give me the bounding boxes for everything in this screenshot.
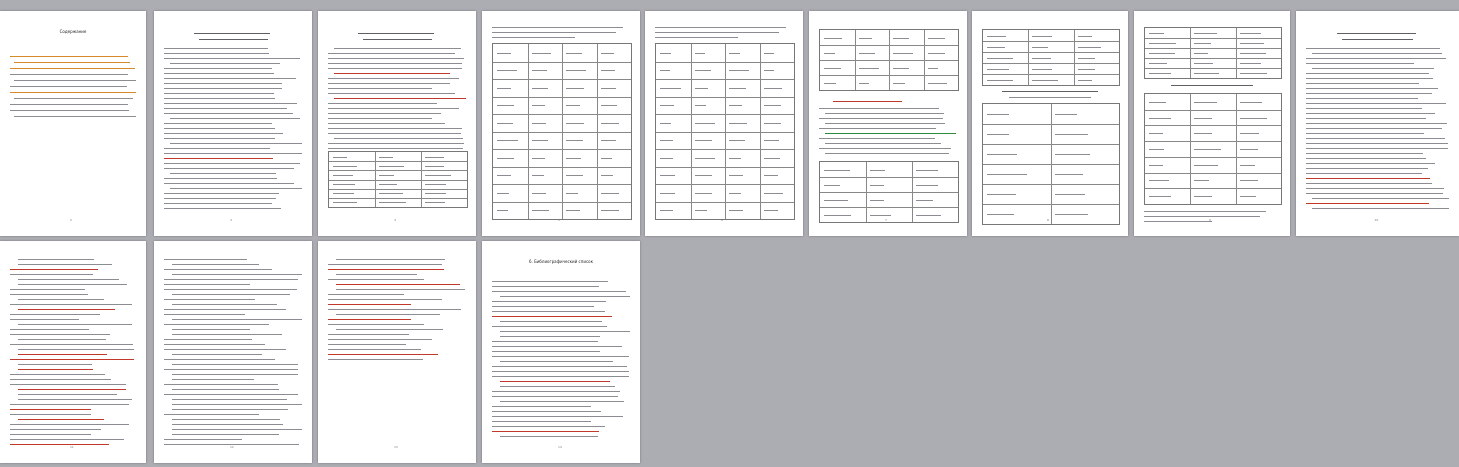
text-line (1171, 85, 1253, 86)
text-line (492, 356, 629, 357)
text-line (172, 294, 290, 295)
text-line (10, 414, 91, 415)
text-line (825, 123, 945, 124)
text-line (492, 326, 607, 327)
text-line (492, 391, 620, 392)
text-line (1306, 113, 1435, 114)
text-line (172, 354, 262, 355)
text-line (18, 259, 94, 260)
text-line (1306, 183, 1432, 184)
text-line (14, 116, 136, 117)
document-page[interactable] (154, 11, 312, 236)
text-line (328, 53, 455, 54)
document-page[interactable] (0, 241, 146, 463)
text-line (164, 198, 276, 199)
text-line (1306, 168, 1428, 169)
text-line (10, 439, 124, 440)
text-line (164, 153, 302, 154)
text-line (164, 123, 272, 124)
text-line (328, 93, 455, 94)
document-page[interactable] (154, 241, 312, 463)
toc-title: Содержание (59, 29, 87, 34)
text-line (164, 88, 282, 89)
page-number: 2 (70, 218, 72, 222)
page-number: 3 (230, 218, 232, 222)
text-line (500, 436, 598, 437)
text-line (334, 73, 450, 74)
text-line (18, 284, 127, 285)
text-line (1306, 193, 1443, 194)
text-line (1306, 83, 1419, 84)
text-line (1306, 123, 1447, 124)
text-line (164, 193, 279, 194)
text-line (1337, 33, 1416, 34)
text-line (492, 406, 591, 407)
text-line (328, 349, 421, 350)
page-number: 6 (721, 218, 723, 222)
text-line (336, 259, 445, 260)
text-line (492, 421, 591, 422)
text-line (328, 304, 411, 305)
text-line (172, 364, 298, 365)
text-line (164, 78, 296, 79)
text-line (1306, 163, 1435, 164)
text-line (328, 128, 462, 129)
document-page[interactable] (972, 11, 1128, 236)
text-line (336, 329, 443, 330)
text-line (170, 173, 276, 174)
text-line (1306, 103, 1446, 104)
text-line (1312, 208, 1449, 209)
text-line (164, 168, 294, 169)
text-line (819, 128, 936, 129)
document-page[interactable] (1134, 11, 1290, 236)
text-line (172, 304, 277, 305)
text-line (328, 113, 441, 114)
text-line (170, 63, 280, 64)
text-line (164, 133, 283, 134)
text-line (10, 404, 129, 405)
text-line (334, 98, 466, 99)
text-line (10, 379, 111, 380)
text-line (492, 37, 575, 38)
text-line (10, 269, 98, 270)
text-line (10, 110, 129, 111)
text-line (164, 138, 275, 139)
text-line (492, 371, 629, 372)
text-line (18, 354, 107, 355)
text-line (492, 416, 623, 417)
text-line (492, 32, 616, 33)
table (328, 151, 468, 208)
document-page[interactable] (482, 241, 640, 463)
text-line (170, 143, 302, 144)
text-line (328, 63, 462, 64)
text-line (1306, 128, 1442, 129)
text-line (172, 329, 250, 330)
text-line (655, 27, 786, 28)
text-line (492, 346, 622, 347)
text-line (164, 439, 242, 440)
text-line (825, 153, 949, 154)
text-line (10, 86, 127, 87)
text-line (825, 143, 941, 144)
text-line (1306, 143, 1448, 144)
text-line (328, 359, 423, 360)
text-line (500, 321, 602, 322)
text-line (164, 349, 286, 350)
text-line (500, 331, 630, 332)
text-line (10, 444, 109, 445)
page-number: 7 (885, 218, 887, 222)
document-page[interactable] (0, 11, 146, 236)
text-line (819, 138, 935, 139)
page-number: 13 (394, 445, 398, 449)
text-line (18, 399, 132, 400)
text-line (172, 424, 283, 425)
text-line (10, 344, 133, 345)
text-line (1306, 153, 1423, 154)
text-line (164, 324, 269, 325)
text-line (1312, 53, 1442, 54)
text-line (1306, 188, 1444, 189)
text-line (172, 389, 279, 390)
text-line (328, 108, 459, 109)
text-line (164, 163, 300, 164)
text-line (164, 93, 274, 94)
text-line (492, 286, 599, 287)
text-line (10, 334, 110, 335)
text-line (164, 309, 286, 310)
text-line (833, 101, 902, 102)
table (819, 161, 959, 223)
text-line (10, 68, 135, 69)
page-number: 14 (558, 445, 562, 449)
text-line (1306, 63, 1414, 64)
text-line (1306, 108, 1422, 109)
text-line (164, 113, 293, 114)
text-line (10, 329, 89, 330)
text-line (336, 314, 440, 315)
text-line (10, 74, 128, 75)
text-line (164, 289, 297, 290)
table (1144, 93, 1282, 205)
text-line (328, 133, 461, 134)
text-line (164, 48, 268, 49)
text-line (164, 98, 275, 99)
text-line (328, 264, 442, 265)
text-line (1144, 216, 1260, 217)
table (982, 103, 1120, 225)
text-line (819, 108, 939, 109)
text-line (164, 384, 278, 385)
table (655, 43, 795, 220)
text-line (492, 431, 599, 432)
page-number: 5 (558, 218, 560, 222)
document-page[interactable] (318, 241, 476, 463)
text-line (328, 344, 406, 345)
text-line (172, 334, 282, 335)
text-line (1002, 91, 1097, 92)
text-line (18, 349, 134, 350)
text-line (492, 351, 600, 352)
text-line (164, 83, 282, 84)
text-line (172, 379, 254, 380)
text-line (164, 279, 298, 280)
text-line (199, 39, 268, 40)
text-line (172, 399, 287, 400)
text-line (334, 48, 461, 49)
page-number: 8 (1047, 218, 1049, 222)
text-line (10, 56, 128, 57)
text-line (172, 409, 288, 410)
bibliography-title: 6. Библиографический список (529, 259, 593, 264)
text-line (363, 39, 432, 40)
text-line (164, 158, 273, 159)
text-line (164, 269, 272, 270)
text-line (655, 37, 738, 38)
text-line (492, 366, 627, 367)
text-line (18, 419, 104, 420)
text-line (170, 188, 302, 189)
text-line (10, 294, 88, 295)
text-line (164, 414, 259, 415)
text-line (172, 434, 279, 435)
text-line (328, 319, 411, 320)
text-line (1312, 198, 1449, 199)
text-line (492, 291, 626, 292)
text-line (164, 359, 275, 360)
text-line (492, 281, 608, 282)
text-line (10, 429, 101, 430)
page-number: 4 (394, 218, 396, 222)
text-line (1144, 211, 1266, 212)
text-line (164, 299, 255, 300)
text-line (500, 336, 600, 337)
text-line (1306, 93, 1432, 94)
text-line (10, 409, 91, 410)
text-line (164, 314, 245, 315)
table (1144, 27, 1282, 79)
text-line (164, 394, 298, 395)
text-line (10, 374, 105, 375)
text-line (164, 128, 275, 129)
text-line (328, 294, 404, 295)
text-line (172, 404, 302, 405)
text-line (10, 424, 129, 425)
text-line (1306, 138, 1445, 139)
text-line (492, 426, 605, 427)
text-line (1306, 58, 1446, 59)
text-line (655, 32, 779, 33)
text-line (164, 178, 277, 179)
text-line (336, 289, 465, 290)
page-number: 10 (1374, 218, 1379, 222)
text-line (18, 309, 115, 310)
text-line (825, 113, 944, 114)
text-line (819, 118, 943, 119)
text-line (164, 203, 272, 204)
text-line (328, 78, 459, 79)
text-line (18, 394, 117, 395)
page-number: 9 (1209, 218, 1211, 222)
text-line (172, 419, 280, 420)
text-line (18, 339, 106, 340)
text-line (164, 284, 250, 285)
text-line (1306, 118, 1426, 119)
text-line (328, 88, 432, 89)
text-line (10, 289, 85, 290)
text-line (172, 274, 302, 275)
text-line (1306, 133, 1424, 134)
document-page[interactable] (482, 11, 640, 236)
text-line (10, 319, 79, 320)
text-line (1306, 148, 1448, 149)
text-line (194, 33, 270, 34)
text-line (328, 354, 438, 355)
text-line (1312, 68, 1434, 69)
text-line (336, 284, 460, 285)
text-line (492, 316, 612, 317)
text-line (1306, 88, 1438, 89)
text-line (500, 401, 624, 402)
text-line (492, 411, 601, 412)
table (819, 29, 959, 91)
text-line (1306, 78, 1433, 79)
text-line (164, 259, 247, 260)
text-line (172, 319, 302, 320)
text-line (1306, 48, 1440, 49)
text-line (1306, 98, 1418, 99)
text-line (328, 83, 450, 84)
text-line (18, 364, 92, 365)
text-line (500, 381, 610, 382)
text-line (492, 396, 618, 397)
text-line (328, 148, 463, 149)
text-line (164, 369, 298, 370)
text-line (14, 98, 133, 99)
text-line (18, 389, 126, 390)
text-line (10, 384, 126, 385)
text-line (164, 73, 274, 74)
text-line (18, 279, 119, 280)
table (982, 29, 1120, 86)
text-line (492, 376, 629, 377)
text-line (1306, 158, 1426, 159)
text-line (334, 138, 463, 139)
text-line (500, 361, 613, 362)
text-line (328, 143, 464, 144)
text-line (1306, 173, 1422, 174)
text-line (170, 118, 300, 119)
text-line (10, 274, 93, 275)
text-line (164, 58, 300, 59)
text-line (164, 183, 294, 184)
page-number: 12 (230, 445, 234, 449)
text-line (825, 133, 956, 134)
text-line (492, 311, 605, 312)
text-line (10, 434, 91, 435)
text-line (328, 334, 409, 335)
text-line (1144, 221, 1212, 222)
text-line (328, 123, 445, 124)
text-line (164, 53, 269, 54)
text-line (500, 296, 630, 297)
text-line (328, 118, 432, 119)
text-line (10, 304, 132, 305)
text-line (164, 103, 297, 104)
text-line (1306, 73, 1429, 74)
text-line (328, 103, 437, 104)
text-line (10, 92, 136, 93)
text-line (164, 68, 272, 69)
text-line (358, 33, 434, 34)
text-line (328, 309, 461, 310)
text-line (164, 208, 281, 209)
text-line (328, 299, 442, 300)
text-line (14, 62, 130, 63)
text-line (328, 68, 462, 69)
text-line (164, 339, 252, 340)
text-line (328, 339, 432, 340)
text-line (328, 58, 464, 59)
text-line (18, 299, 104, 300)
table (492, 43, 632, 220)
text-line (1306, 203, 1429, 204)
text-line (172, 264, 259, 265)
text-line (1009, 97, 1091, 98)
text-line (500, 386, 615, 387)
text-line (328, 269, 444, 270)
text-line (819, 148, 951, 149)
text-line (492, 301, 606, 302)
document-page[interactable] (1296, 11, 1459, 236)
text-line (164, 108, 287, 109)
text-line (172, 374, 298, 375)
text-line (492, 341, 598, 342)
text-line (18, 264, 112, 265)
text-line (328, 279, 424, 280)
text-line (492, 27, 623, 28)
text-line (164, 344, 265, 345)
text-line (10, 314, 100, 315)
text-line (18, 369, 93, 370)
text-line (10, 104, 128, 105)
text-line (492, 306, 594, 307)
text-line (1342, 39, 1414, 40)
text-line (1306, 178, 1430, 179)
document-page[interactable] (809, 11, 967, 236)
text-line (18, 324, 132, 325)
document-page[interactable] (645, 11, 803, 236)
document-page[interactable] (318, 11, 476, 236)
page-number: 11 (70, 445, 74, 449)
text-line (172, 429, 302, 430)
text-line (10, 359, 134, 360)
text-line (164, 148, 270, 149)
text-line (336, 274, 417, 275)
text-line (14, 80, 136, 81)
text-line (328, 324, 424, 325)
